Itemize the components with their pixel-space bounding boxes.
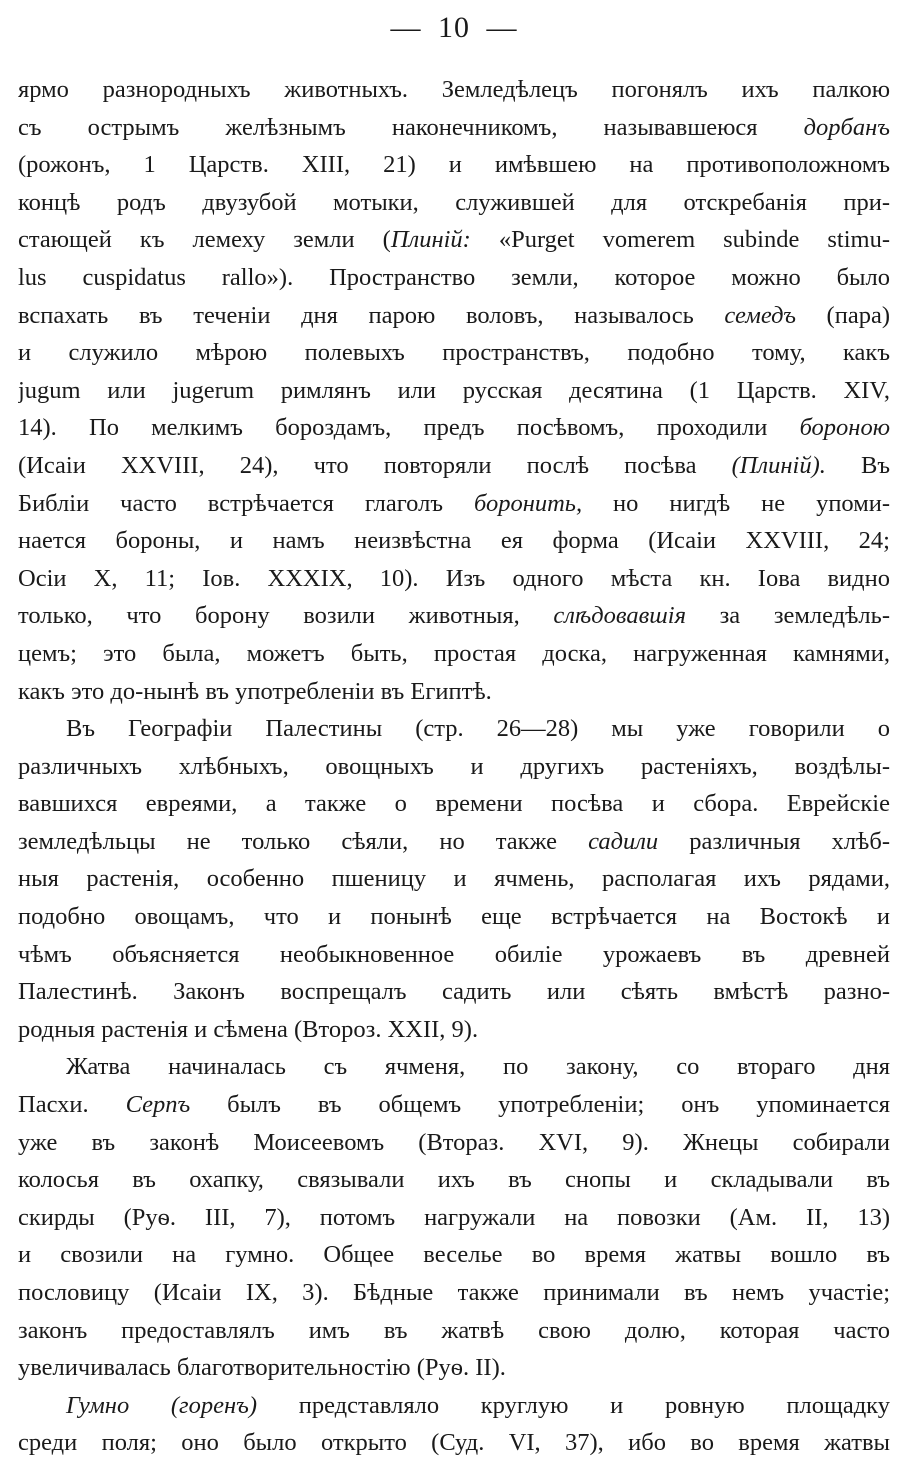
text-segment: стающей къ лемеху земли ( [18, 226, 391, 254]
italic-term: бороною [799, 414, 890, 442]
text-line [18, 785, 890, 823]
text-line [18, 1424, 890, 1462]
text-segment: Палестинѣ. Законъ воспрещалъ садить или сѣять вмѣстѣ разно- [18, 978, 890, 1006]
text-segment: подобно овощамъ, что и понынѣ еще встрѣчается на Востокѣ и [18, 903, 890, 931]
italic-term: Гумно (горенъ) [66, 1391, 258, 1419]
text-segment: jugum или jugerum римлянъ или русская десятина (1 Царств. XIV, [18, 376, 890, 404]
text-segment: ярмо разнородныхъ животныхъ. Земледѣлецъ погонялъ ихъ палкою [18, 76, 890, 103]
text-line [18, 1011, 890, 1049]
text-segment: цемъ; это была, можетъ быть, простая доска, нагруженная камнями, [18, 639, 890, 667]
text-segment: Библіи часто встрѣчается глаголъ [18, 489, 474, 517]
text-line [18, 184, 890, 222]
text-segment: ныя растенія, особенно пшеницу и ячмень, располагая ихъ рядами, [18, 865, 890, 893]
text-segment: родныя растенія и сѣмена (Второз. XXII, 9). [18, 1015, 479, 1043]
text-segment: представляло круглую и ровную площадку [257, 1391, 890, 1419]
text-line [18, 635, 890, 673]
italic-term: слѣдовавшія [553, 602, 686, 630]
text-segment: Пасхи. [18, 1091, 126, 1119]
text-line [18, 334, 890, 372]
text-line [18, 1274, 890, 1312]
text-segment: и свозили на гумно. Общее веселье во время жатвы вошло въ [18, 1241, 890, 1269]
italic-term: Плиній: [390, 226, 471, 254]
text-segment: какъ это до-нынѣ въ употребленіи въ Египтѣ. [18, 677, 492, 705]
text-segment: Осіи X, 11; Іов. XXXIX, 10). Изъ одного мѣста кн. Іова видно [18, 564, 890, 592]
text-segment: былъ въ общемъ употребленіи; онъ упоминается [190, 1091, 890, 1119]
text-line [18, 409, 890, 447]
text-segment: Въ [825, 451, 890, 479]
text-line [18, 522, 890, 560]
text-segment: чѣмъ объясняется необыкновенное обиліе урожаевъ въ древней [18, 940, 890, 968]
text-line [18, 1124, 890, 1162]
text-segment: 14). По мелкимъ бороздамъ, предъ посѣвомъ, проходили [18, 414, 800, 442]
text-segment: среди поля; оно было открыто (Суд. VI, 37), ибо во время жатвы [18, 1429, 890, 1457]
text-segment: колосья въ охапку, связывали ихъ въ снопы и складывали въ [18, 1166, 890, 1194]
text-segment: пословицу (Исаіи IX, 3). Бѣдные также принимали въ немъ участіе; [18, 1279, 890, 1306]
text-line [18, 898, 890, 936]
text-line [18, 673, 890, 711]
page-header [0, 8, 908, 48]
text-line [18, 297, 890, 335]
text-line [18, 485, 890, 523]
text-segment: Жатва начиналась съ ячменя, по закону, со втораго дня [66, 1053, 890, 1081]
page-number: 10 [438, 11, 470, 44]
text-line [18, 1086, 890, 1124]
text-segment: lus cuspidatus rallo»). Пространство земли, которое можно было [18, 263, 890, 291]
text-segment: (пара) [795, 301, 890, 329]
text-line [18, 748, 890, 786]
text-segment: различныхъ хлѣбныхъ, овощныхъ и другихъ растеніяхъ, воздѣлы- [18, 752, 890, 780]
text-segment: концѣ родъ двузубой мотыки, служившей для отскребанія при- [18, 188, 890, 216]
text-line [18, 860, 890, 898]
text-segment: вавшихся евреями, а также о времени посѣва и сбора. Еврейскіе [18, 790, 890, 818]
text-segment: (Исаіи XXVIII, 24), что повторяли послѣ посѣва [18, 451, 732, 479]
text-line [18, 597, 890, 635]
text-line [18, 146, 890, 184]
text-line [18, 447, 890, 485]
text-line [18, 560, 890, 598]
text-segment: «Purget vomerem subinde stimu- [470, 226, 890, 254]
text-segment: законъ предоставлялъ имъ въ жатвѣ свою долю, которая часто [18, 1316, 890, 1344]
text-line [18, 1048, 890, 1086]
text-line [18, 823, 890, 861]
text-line [18, 1236, 890, 1274]
italic-term: дорбанъ [803, 113, 890, 141]
text-segment: вспахать въ теченіи дня парою воловъ, называлось [18, 301, 725, 329]
text-line [18, 1312, 890, 1350]
text-segment: за земледѣль- [685, 602, 890, 630]
text-segment: Въ Географіи Палестины (стр. 26—28) мы уже говорили о [66, 715, 890, 743]
text-segment: (рожонъ, 1 Царств. XIII, 21) и имѣвшею на противоположномъ [18, 151, 890, 179]
text-line [18, 1387, 890, 1425]
text-line [18, 1199, 890, 1237]
header-dash-left: — [390, 11, 422, 44]
text-segment: земледѣльцы не только сѣяли, но также [18, 827, 589, 855]
italic-term: (Плиній). [731, 451, 826, 479]
header-dash-right: — [486, 11, 518, 44]
text-segment: нается бороны, и намъ неизвѣстна ея форма (Исаіи XXVIII, 24; [18, 527, 890, 555]
text-segment: различныя хлѣб- [658, 827, 890, 855]
text-line [18, 973, 890, 1011]
text-segment: уже въ законѣ Моисеевомъ (Втораз. XVI, 9). Жнецы собирали [18, 1128, 890, 1156]
text-line [18, 109, 890, 147]
text-line [18, 259, 890, 297]
text-segment: съ острымъ желѣзнымъ наконечникомъ, называвшеюся [18, 113, 804, 141]
italic-term: семедъ [724, 301, 796, 329]
text-segment: увеличивалась благотворительностію (Руѳ. II). [18, 1354, 506, 1382]
text-line [18, 936, 890, 974]
text-line [18, 710, 890, 748]
italic-term: садили [588, 827, 659, 855]
text-line [18, 1349, 890, 1387]
text-segment: только, что борону возили животныя, [18, 602, 554, 630]
text-line [18, 221, 890, 259]
italic-term: Серпъ [125, 1091, 191, 1119]
text-segment: но нигдѣ не упоми- [582, 489, 890, 517]
text-line [18, 372, 890, 410]
text-segment: и служило мѣрою полевыхъ пространствъ, подобно тому, какъ [18, 339, 890, 367]
text-line [18, 71, 890, 109]
text-line [18, 1161, 890, 1199]
text-segment: скирды (Руѳ. III, 7), потомъ нагружали на повозки (Ам. II, 13) [18, 1203, 890, 1231]
italic-term: боронить, [473, 489, 583, 517]
body-text [18, 71, 890, 1462]
